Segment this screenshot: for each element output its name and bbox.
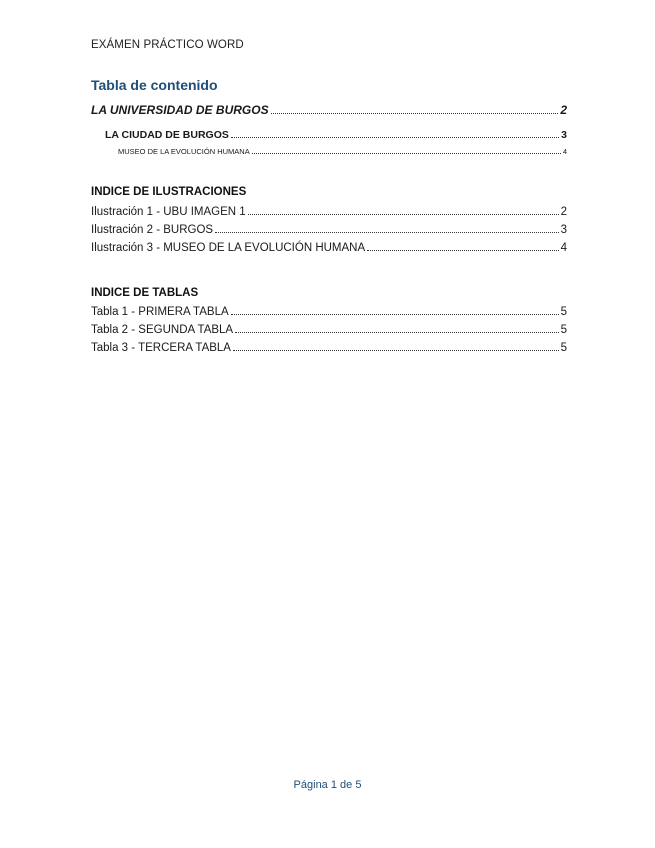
- page-footer: Página 1 de 5: [293, 779, 362, 791]
- toc-entry-ciudad[interactable]: [105, 129, 567, 141]
- table-entry-label: Tabla 1 - PRIMERA TABLA: [91, 305, 229, 318]
- table-entry-page: 5: [560, 305, 567, 318]
- dot-leader: [252, 147, 561, 154]
- toc-entry-page: 4: [562, 147, 567, 156]
- toc-title: Tabla de contenido: [91, 77, 218, 93]
- illustration-entry-page: 3: [560, 223, 567, 236]
- dot-leader: [231, 305, 559, 315]
- table-entry-label: Tabla 3 - TERCERA TABLA: [91, 341, 231, 354]
- toc-entry-label: LA CIUDAD DE BURGOS: [105, 129, 229, 141]
- illustration-entry-label: Ilustración 2 - BURGOS: [91, 223, 214, 236]
- toc-entry-page: 2: [560, 103, 567, 117]
- illustration-entry-3[interactable]: [91, 241, 567, 254]
- table-entry-2[interactable]: [91, 323, 567, 336]
- illustration-entry-page: 4: [560, 241, 567, 254]
- table-entry-page: 5: [560, 323, 567, 336]
- illustration-entry-label: Ilustración 3 - MUSEO DE LA EVOLUCIÓN HUMANA: [91, 241, 366, 254]
- toc-entry-page: 3: [561, 129, 567, 141]
- dot-leader: [367, 241, 558, 251]
- illustrations-heading: INDICE DE ILUSTRACIONES: [91, 186, 247, 198]
- tables-heading: INDICE DE TABLAS: [91, 287, 199, 299]
- table-entry-1[interactable]: [91, 305, 567, 318]
- illustration-entry-label: Ilustración 1 - UBU IMAGEN 1: [91, 205, 246, 218]
- illustration-entry-2[interactable]: [91, 223, 567, 236]
- page-header: EXÁMEN PRÁCTICO WORD: [91, 39, 244, 51]
- toc-entry-museo[interactable]: [118, 147, 567, 156]
- table-entry-label: Tabla 2 - SEGUNDA TABLA: [91, 323, 234, 336]
- dot-leader: [215, 223, 559, 233]
- toc-entry-label: MUSEO DE LA EVOLUCIÓN HUMANA: [118, 147, 250, 156]
- table-entry-page: 5: [560, 341, 567, 354]
- dot-leader: [233, 341, 559, 351]
- table-entry-3[interactable]: [91, 341, 567, 354]
- dot-leader: [271, 104, 559, 114]
- illustration-entry-1[interactable]: [91, 205, 567, 218]
- dot-leader: [235, 323, 558, 333]
- dot-leader: [231, 129, 559, 138]
- toc-entry-label: LA UNIVERSIDAD DE BURGOS: [91, 103, 269, 117]
- dot-leader: [248, 205, 559, 215]
- toc-entry-universidad[interactable]: [91, 103, 567, 117]
- illustration-entry-page: 2: [560, 205, 567, 218]
